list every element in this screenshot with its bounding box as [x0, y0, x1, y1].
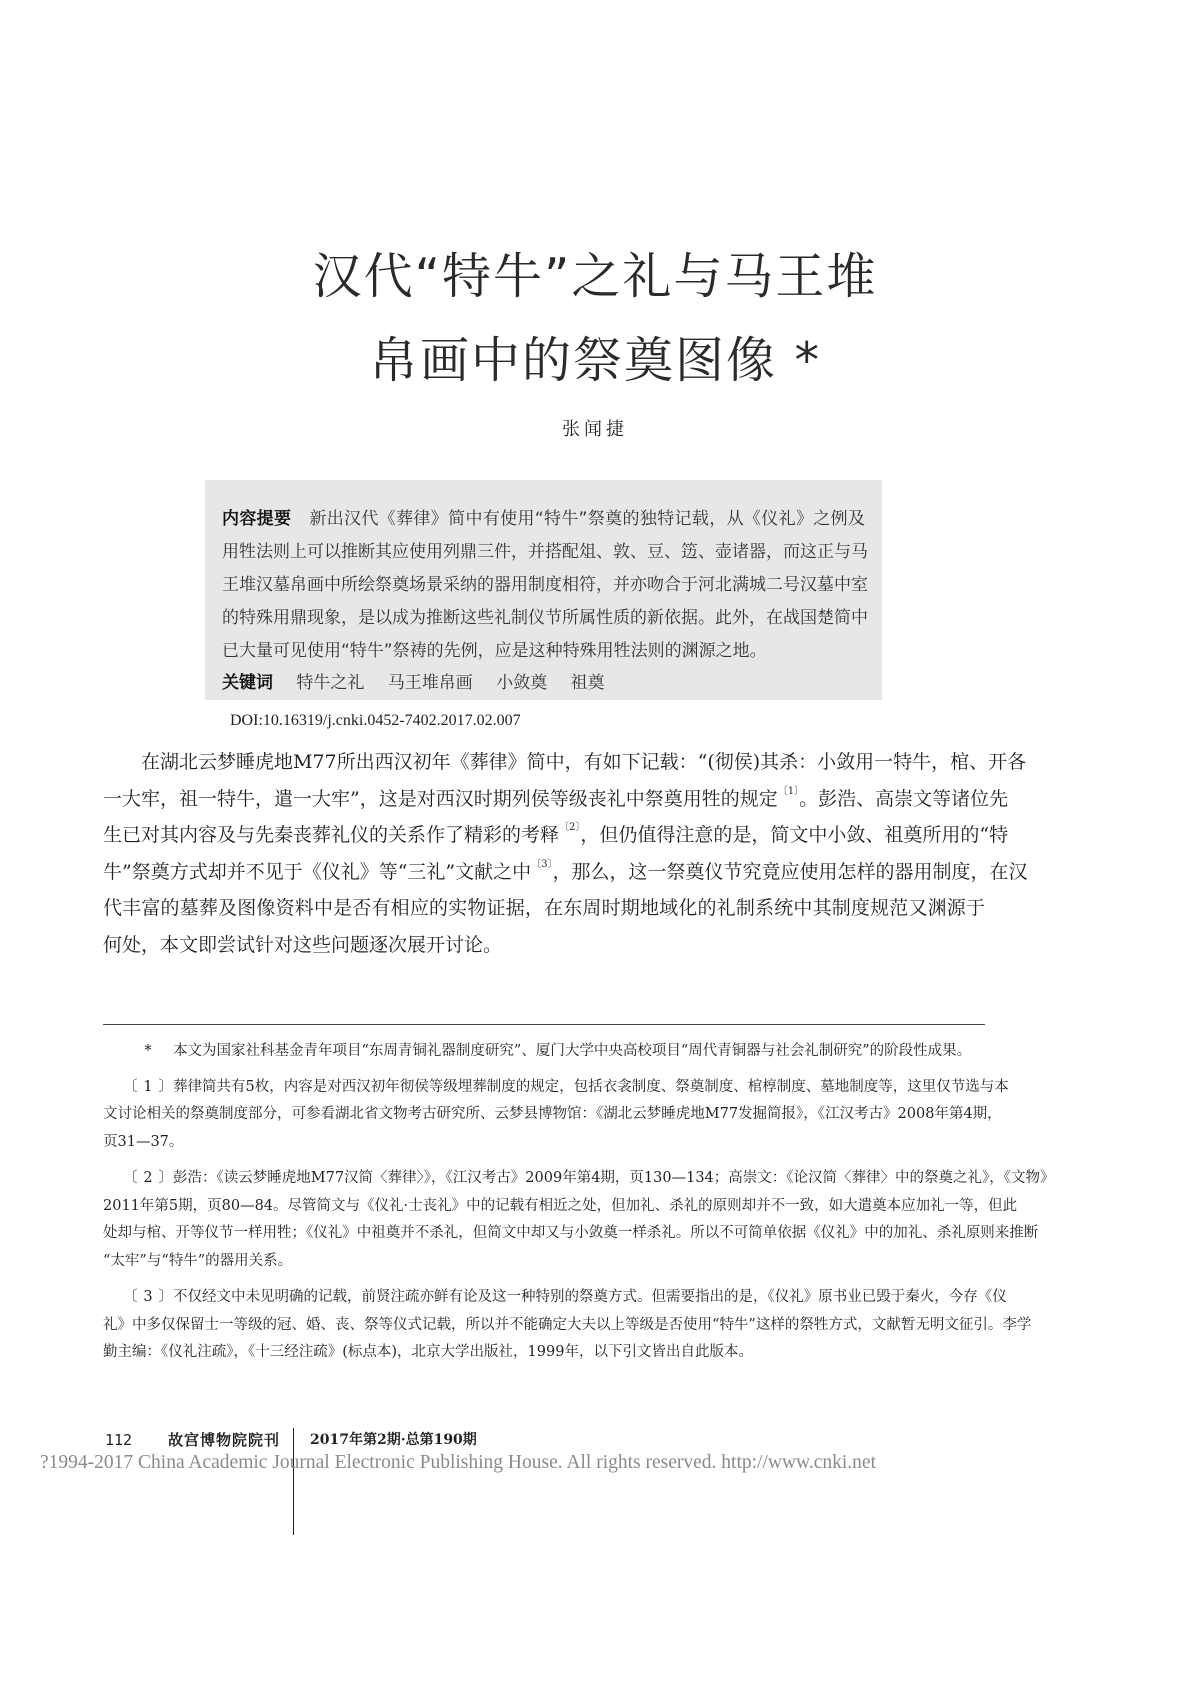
- body-text-segment: ，但仍值得注意的是，简文中小敛、祖奠所用的“特: [580, 824, 1009, 847]
- footnote-marker: 〔1〕: [123, 1078, 173, 1095]
- abstract-box: [205, 480, 882, 700]
- footnote-text: 2011年第5期，页80—84。尽管简文与《仪礼·士丧礼》中的记载有相近之处，但加礼、杀礼的原则却并不一致，如大遣奠本应加礼一等，但此: [103, 1197, 1018, 1214]
- footnote-line: [103, 1104, 1002, 1124]
- body-text-segment: 代丰富的墓葬及图像资料中是否有相应的实物证据，在东周时期地域化的礼制系统中其制度规范又渊源于: [103, 897, 985, 920]
- body-text-segment: ，那么，这一祭奠仪节究竟应使用怎样的器用制度，在汉: [552, 860, 1028, 883]
- footnote-text: 彭浩：《读云梦睡虎地M77汉简〈葬律〉》，《江汉考古》2009年第4期，页130—134；高崇文：《论汉简〈葬律〉中的祭奠之礼》，《文物》: [173, 1170, 1055, 1186]
- article-title-line-1: 汉代“特牛”之礼与马王堆: [312, 248, 878, 305]
- abstract-line: 用牲法则上可以推断其应使用列鼎三件，并搭配俎、敦、豆、笾、壶诸器，而这正与马: [222, 542, 868, 562]
- footnote-text: 本文为国家社科基金青年项目“东周青铜礼器制度研究”、厦门大学中央高校项目“周代青铜器与社会礼制研究”的阶段性成果。: [173, 1043, 972, 1059]
- footnote-line: [103, 1315, 1032, 1335]
- keyword: 小敛奠: [496, 673, 548, 693]
- abstract-text: 新出汉代《葬律》简中有使用“特牛”祭奠的独特记载，从《仪礼》之例及: [309, 509, 865, 529]
- footnote-text: 文讨论相关的祭奠制度部分，可参看湖北省文物考古研究所、云梦县博物馆：《湖北云梦睡虎地M77发掘简报》，《江汉考古》2008年第4期，: [103, 1106, 1002, 1122]
- footnote-marker: *: [144, 1043, 152, 1059]
- author-name: 张闻捷: [562, 419, 628, 440]
- article-title-line-2: 帛画中的祭奠图像 *: [368, 332, 822, 389]
- footnote-marker: 〔2〕: [123, 1170, 173, 1186]
- abstract-line: 已大量可见使用“特牛”祭祷的先例，应是这种特殊用牲法则的渊源之地。: [222, 641, 767, 661]
- footnote-line: [103, 1168, 1055, 1188]
- footnote-reference: 〔2〕: [559, 822, 581, 834]
- keyword: 特牛之礼: [296, 673, 365, 693]
- abstract-label: 内容提要: [222, 509, 292, 529]
- keywords-line: [222, 672, 865, 694]
- footer-divider: [293, 1428, 294, 1535]
- footnote-marker: 〔3〕: [123, 1289, 173, 1305]
- doi: DOI:10.16319/j.cnki.0452-7402.2017.02.007: [230, 712, 521, 729]
- abstract-line: 的特殊用鼎现象，是以成为推断这些礼制仪节所属性质的新依据。此外，在战国楚简中: [222, 608, 868, 628]
- keywords-label: 关键词: [222, 673, 273, 693]
- copyright-watermark: ?1994-2017 China Academic Journal Electronic Publishing House. All rights reserved. http://www.cnki.net: [40, 1452, 876, 1473]
- footnote-reference: 〔1〕: [777, 785, 800, 797]
- footnote-text: 不仅经文中未见明确的记载，前贤注疏亦鲜有论及这一种特别的祭奠方式。但需要指出的是，《仪礼》原书业已毁于秦火，今存《仪: [173, 1289, 1007, 1305]
- body-line: [103, 822, 1009, 847]
- footnote-line: [103, 1196, 1018, 1216]
- footnote-divider: [103, 1024, 985, 1025]
- journal-name: 故宫博物院院刊: [168, 1431, 281, 1449]
- body-text-segment: 一大牢，祖一特牛，遣一大牢”，这是对西汉时期列侯等级丧礼中祭奠用牲的规定: [103, 787, 778, 810]
- keyword: 马王堆帛画: [387, 673, 473, 693]
- footnote-line: [103, 1223, 1039, 1243]
- footnote-line: [103, 1132, 985, 1152]
- footnote-text: 葬律简共有5枚，内容是对西汉初年彻侯等级埋葬制度的规定，包括衣衾制度、祭奠制度、棺椁制度、墓地制度等，这里仅节选与本: [173, 1078, 1009, 1095]
- footnote-text: 页31—37。: [103, 1133, 184, 1150]
- body-line: [141, 750, 1027, 774]
- body-text-segment: 。彭浩、高崇文等诸位先: [799, 787, 1009, 810]
- footnote-text: 勤主编：《仪礼注疏》，《十三经注疏》(标点本)，北京大学出版社，1999年，以下引文皆出自此版本。: [103, 1344, 753, 1360]
- abstract-line: [222, 508, 865, 530]
- footnote-text: 处却与棺、开等仪节一样用牲；《仪礼》中祖奠并不杀礼，但简文中却又与小敛奠一样杀礼。所以不可简单依据《仪礼》中的加礼、杀礼原则来推断: [103, 1225, 1039, 1241]
- body-text-segment: 何处，本文即尝试针对这些问题逐次展开讨论。: [103, 934, 503, 956]
- footnote-text: “太牢”与“特牛”的器用关系。: [103, 1252, 293, 1269]
- footnote-line: [103, 1041, 985, 1061]
- body-line: [103, 933, 985, 957]
- body-line: [103, 785, 1009, 811]
- body-text-segment: 在湖北云梦睡虎地M77所出西汉初年《葬律》简中，有如下记载：“(彻侯)其杀：小敛用一特牛，棺、开各: [141, 751, 1027, 773]
- keyword: 祖奠: [570, 673, 605, 693]
- footnote-line: [103, 1287, 1007, 1307]
- page-number: 112: [105, 1431, 133, 1449]
- footnote-text: 礼》中多仅保留士一等级的冠、婚、丧、祭等仪式记载，所以并不能确定大夫以上等级是否使用“特牛”这样的祭牲方式，文献暂无明文征引。李学: [103, 1316, 1032, 1333]
- issue-info: 2017年第2期·总第190期: [310, 1432, 477, 1448]
- body-text-segment: 牛”祭奠方式却并不见于《仪礼》等“三礼”文献之中: [103, 860, 532, 883]
- footnote-line: [103, 1342, 985, 1362]
- footnote-reference: 〔3〕: [531, 858, 553, 870]
- footnote-line: [103, 1251, 985, 1271]
- body-line: [103, 858, 1028, 884]
- body-text-segment: 生已对其内容及与先秦丧葬礼仪的关系作了精彩的考释: [103, 824, 560, 847]
- abstract-line: 王堆汉墓帛画中所绘祭奠场景采纳的器用制度相符，并亦吻合于河北满城二号汉墓中室: [222, 575, 868, 595]
- footnote-line: [103, 1077, 1009, 1097]
- body-line: [103, 896, 985, 920]
